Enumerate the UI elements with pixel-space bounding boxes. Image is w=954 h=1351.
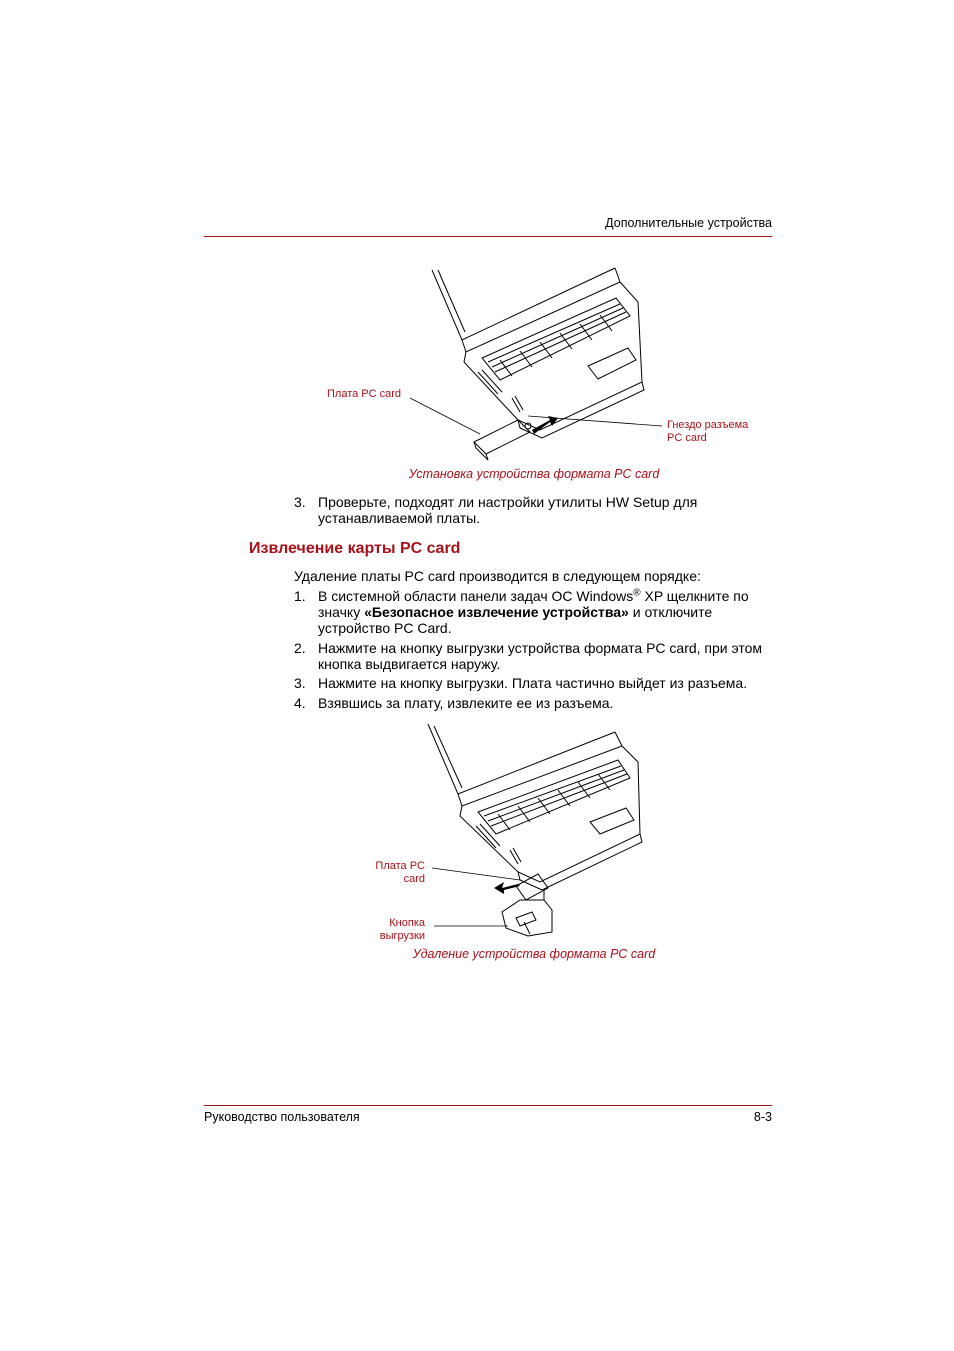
figure2-caption: Удаление устройства формата PC card: [412, 947, 656, 961]
footer-rule: [204, 1105, 772, 1106]
laptop-install-illustration: [420, 262, 650, 462]
safe-remove-icon-name: «Безопасное извлечение устройства»: [364, 604, 629, 620]
pc-card-label2-line1: Плата PC: [375, 860, 425, 872]
running-header: Дополнительные устройства: [605, 216, 772, 230]
step-text-line2: устанавливаемой платы.: [318, 510, 481, 526]
section-intro: Удаление платы PC card производится в следующем порядке:: [294, 568, 701, 584]
step-text-line3: устройство PC Card.: [318, 620, 452, 636]
slot-label-line2: PC card: [667, 432, 707, 444]
step-text: [318, 494, 774, 526]
step-text-line1a: В системной области панели задач ОС Windows: [318, 588, 634, 604]
step-text: [318, 640, 774, 672]
step-text-line1: Проверьте, подходят ли настройки утилиты HW Setup для: [318, 494, 698, 510]
step-number: 1.: [294, 588, 306, 604]
footer-manual-title: Руководство пользователя: [204, 1110, 360, 1124]
slot-label-line1: Гнездо разъема: [667, 419, 749, 431]
figure1-caption: Установка устройства формата PC card: [408, 467, 660, 481]
step-text-line2a: значку: [318, 604, 365, 620]
step-text-line2: кнопка выдвигается наружу.: [318, 656, 501, 672]
step-number: 3.: [294, 675, 306, 691]
step-number: 2.: [294, 640, 306, 656]
section-heading: Извлечение карты PC card: [249, 540, 461, 557]
pc-card-label: Плата PC card: [327, 388, 402, 400]
pc-card-label2-line2: card: [403, 873, 425, 885]
eject-button-label-line1: Кнопка: [389, 917, 425, 929]
step-text-line2b: и отключите: [628, 604, 713, 620]
step-text-line1b: XP щелкните по: [640, 588, 749, 604]
step-number: 4.: [294, 695, 306, 711]
registered-mark: ®: [633, 587, 641, 599]
step-text: Взявшись за плату, извлеките ее из разъема.: [318, 695, 614, 711]
step-number: 3.: [294, 494, 306, 510]
step-text-line1: Нажмите на кнопку выгрузки устройства формата PC card, при этом: [318, 640, 763, 656]
eject-button-label-line2: выгрузки: [379, 930, 425, 942]
laptop-removal-illustration: [420, 722, 650, 947]
page-number: 8-3: [753, 1110, 772, 1124]
header-rule: [204, 236, 772, 237]
step-text: Нажмите на кнопку выгрузки. Плата частично выйдет из разъема.: [318, 675, 748, 691]
step-text: [318, 588, 774, 636]
